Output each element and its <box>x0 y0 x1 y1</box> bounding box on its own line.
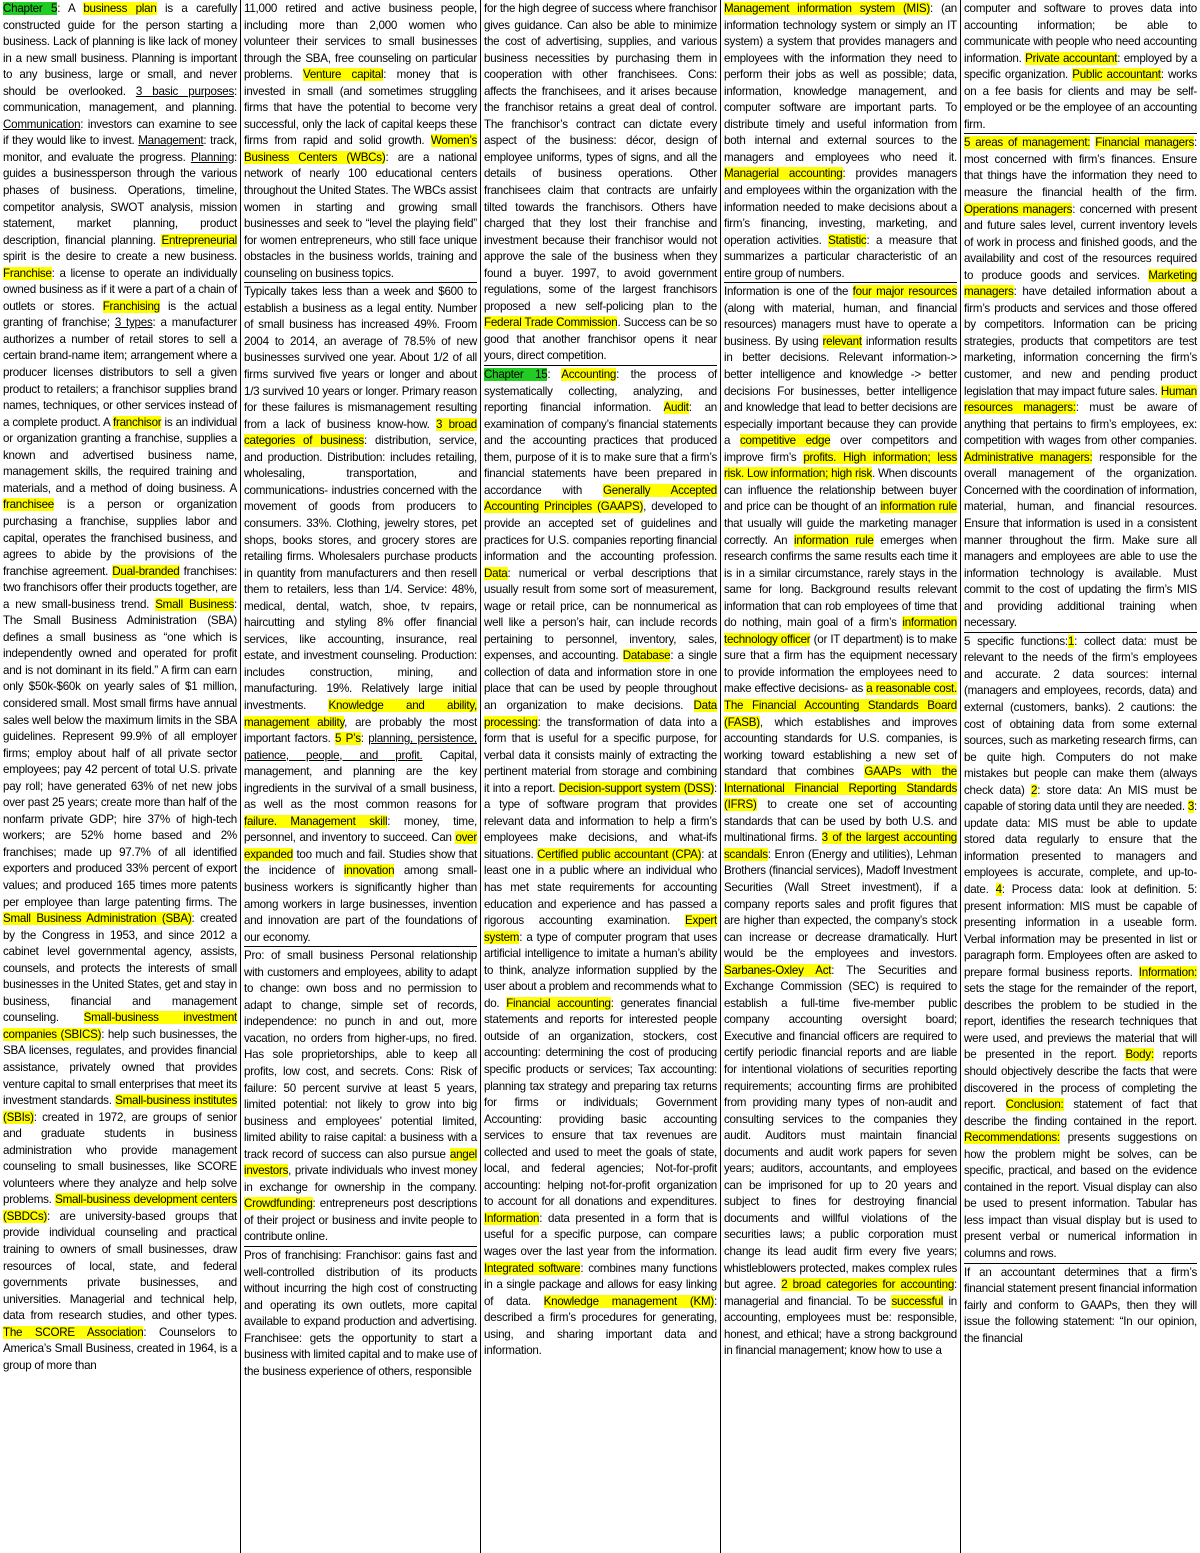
highlighted-term: successful <box>891 1294 944 1308</box>
highlighted-term: Information: <box>1138 965 1197 979</box>
underlined-text: Management <box>138 134 204 148</box>
note-text: : collect data: must be relevant to the needs of the firm’s employees and accurate. 2 data sources: internal (managers and employees, records, data) and external (customers, banks). 2 cautions: the cost of obtaining data from some external sources, such as marketing research firms, can be quite high. Computers do not make mistakes but people can make them (always check data) <box>964 634 1197 797</box>
note-text: : provides managers and employees within the organization with the information needed to make decisions about a firm’s financing, investing, marketing, and operation activities. <box>724 167 957 247</box>
highlighted-term: Small Business Administration (SBA) <box>3 912 192 926</box>
note-text: : money that is invested in small (and sometimes struggling firms that have the potential to become very successful, only the lack of capital keeps these firms from rapid and solid growth. <box>244 68 477 148</box>
highlighted-term: Database <box>622 649 671 663</box>
highlighted-term: Small Business <box>155 597 235 611</box>
highlighted-term: Data <box>484 566 508 580</box>
note-text: : a measure that summarizes a particular characteristic of an entire group of numbers. <box>724 233 958 280</box>
note-block <box>724 282 957 1360</box>
note-text: : employed by a specific organization. <box>964 51 1197 82</box>
underlined-text: Planning <box>190 150 235 164</box>
notes-column-4 <box>720 0 960 1553</box>
note-block <box>484 1 717 365</box>
note-text: : Counselors to America’s Small Business, created in 1964, is a group of more than <box>3 1325 237 1372</box>
highlighted-term: Crowdfunding <box>244 1197 313 1211</box>
highlighted-term: Venture capital <box>302 68 384 82</box>
note-text: : managerial and financial. To be <box>724 1278 957 1308</box>
note-text: presents suggestions on how the problem might be solves, can be specific, practical, and based on the evidence contained in the report. Visual display can also be used to present information. Tabular has less impact than visual display but is used to present verbal or numerical information in columns and rows. <box>964 1131 1197 1261</box>
note-block <box>964 632 1197 1263</box>
note-text: . When discounts can influence the relationship between buyer and price can be thought of an <box>724 467 957 514</box>
note-text: : (an information technology system or simply an IT system) a system that provides managers and employees with the information they need to perform their jobs as well as possible; data, information, knowledge management, and computer software are important parts. To distribute timely and useful information from both internal and external sources to the managers and employees who need it. <box>724 2 957 164</box>
note-text: (or IT department) is to make sure that a firm has the equipment necessary to provide information the employees need to make effective decisions- as <box>724 632 957 696</box>
note-text: : a single collection of data and information store in one place that can be used by people throughout an organization to make decisions. <box>484 649 717 712</box>
note-text: : a license to operate an individually owned business as if it were a part of a chain of outlets or stores. <box>3 266 237 313</box>
note-text: information results in better decisions. Relevant information-> better intelligence and knowledge -> better decisions For businesses, better intelligence and knowledge that lead to better decisions are especially important because they can provide a <box>724 334 958 448</box>
highlighted-term: angel investors <box>244 1147 477 1178</box>
note-text: sets the stage for the remainder of the report, describes the problem to be studied in the report, identifies the research techniques that were used, and previews the material that will be presented in the report. <box>964 982 1197 1062</box>
highlighted-term: Management information system (MIS) <box>724 2 931 15</box>
highlighted-term: Information <box>484 1211 540 1225</box>
highlighted-term: Expert system <box>484 914 717 944</box>
highlighted-term: Recommendations: <box>964 1131 1060 1145</box>
highlighted-term: Dual-branded <box>112 564 180 578</box>
highlighted-term: innovation <box>343 864 395 878</box>
note-text: 5 specific functions: <box>964 634 1068 648</box>
highlighted-term: GAAPs with the International Financial Reporting Standards (IFRS) <box>724 765 957 812</box>
highlighted-term: Women’s Business Centers (WBCs) <box>244 134 477 164</box>
note-text: : entrepreneurs post descriptions of their project or business and invite people to contribute online. <box>244 1197 477 1244</box>
note-text: , developed to provide an accepted set of guidelines and practices for U.S. companies reporting financial information and the accounting profession. <box>484 500 717 564</box>
highlighted-term: Financial managers <box>1095 136 1195 150</box>
note-text: Pros of franchising: Franchisor: gains fast and well-controlled distribution of its products without incurring the high cost of constructing and operating its own outlets, more capital available to expand production and advertising. Franchisee: gets the opportunity to start a business with limited capital and to make use of the business experience of others, responsible <box>244 1249 477 1378</box>
underlined-text: 3 types <box>114 316 153 330</box>
note-text: : at least one in a public where an individual who has met state requirements for accounting education and experience and has passed a rigorous accounting examination. <box>484 847 717 928</box>
note-text: Pro: of small business Personal relationship with customers and employees, ability to adapt to change: own boss and no permission to adapt to change, simple set of records, independence: no punch in and out, more vacation, no orders from higher-ups, no fired. Has sole proprietorships, able to keep all profits, low cost, and secrets. Cons: Risk of failure: 50 percent survive at least 5 years, limited potential: not likely to grow into big business and employees’ potential limited, limited ability to raise capital: a business with a track record of success can also pursue <box>244 949 477 1161</box>
note-text: : the transformation of data into a form that is useful for a specific purpose, for verbal data it consists mainly of extracting the pertinent material from storage and combining it into a report. <box>484 715 717 795</box>
highlighted-term: a reasonable cost. The Financial Accounting Standards Board (FASB) <box>724 682 957 729</box>
highlighted-term: Franchising <box>102 299 160 313</box>
note-text: : <box>360 732 369 746</box>
highlighted-term: competitive edge <box>739 434 831 448</box>
note-text: (along with material, human, and financial resources) managers must have to operate a business. By using <box>724 301 957 348</box>
highlighted-term: Federal Trade Commission <box>484 316 618 330</box>
note-text: : works on a fee basis for clients and may be self-employed or be the employee of an accounting firm. <box>964 68 1197 131</box>
note-block <box>244 282 477 946</box>
note-text: is a person or organization purchasing a franchise, supplies labor and capital, operates the franchised business, and agrees to abide by the provisions of the franchise agreement. <box>3 498 237 578</box>
highlighted-term: Small-business development centers (SBDCs) <box>3 1193 237 1223</box>
highlighted-term: Sarbanes-Oxley Act <box>724 963 832 977</box>
note-text: responsible for the overall management of the organization. Concerned with the coordination of information, material, human, and financial resources. Ensure that information is used in a consistent manner throughout the firm. Make sure all managers and employees are able to use the information technology is available. Must commit to the cost of updating the firm’s MIS and providing additional training when necessary. <box>964 450 1197 630</box>
note-text: : store data: An MIS must be capable of storing data until they are needed. <box>964 783 1198 814</box>
note-text: : update data: MIS must be able to update stored data regularly to ensure that the information presented to managers and employees is accurate, complete, and up-to-date. <box>964 800 1197 896</box>
note-text: too much and fail. Studies show that the incidence of <box>244 847 477 878</box>
note-text: : concerned with present and future sales level, current inventory levels of work in process and finished goods, and the availability and cost of the resources required to produce goods and services. <box>964 202 1197 282</box>
note-text: is an individual or organization granting a franchise, supplies a known and advertised business name, management skills, the required training and materials, and a method of doing business. A <box>3 415 237 495</box>
highlighted-term: Chapter 15 <box>484 368 548 382</box>
note-text: : generates financial statements and reports for interested people outside of an organization, stockers, cost accounting: determining the cost of producing specific products or services; Tax accounting: planning tax strategy and preparing tax returns for firms or individuals; Government Accounting: providing basic accounting services to ensure that tax revenues are collected and used to meet the goals of state, local, and federal agencies; Not-for-profit accounting: helping not-for-profit organization to account for all donations and expenditures. <box>484 996 717 1209</box>
note-text: : track, monitor, and evaluate the progress. <box>3 134 237 164</box>
highlighted-term: Integrated software <box>484 1261 581 1275</box>
highlighted-term: Body: <box>1125 1048 1154 1062</box>
note-text: Information is one of the <box>724 285 853 299</box>
note-text: Capital, management, and planning are the key ingredients in the survival of a small business, as well as the most common reasons for <box>244 748 477 812</box>
highlighted-term: Knowledge management (KM) <box>543 1294 715 1308</box>
notes-column-5 <box>960 0 1200 1553</box>
highlighted-term: Franchise <box>3 266 52 280</box>
underlined-text: 3 basic purposes <box>135 84 234 98</box>
note-text: : communication, management, and planning. <box>3 84 237 115</box>
note-text: : created by the Congress in 1953, and since 2012 a cabinet level governmental agency, assists, counsels, and protects the interests of small businesses in the United States, get and stay in business, financial and management counseling. <box>3 912 237 1025</box>
note-text: for the high degree of success where franchisor gives guidance. Can also be able to minimize the cost of advertising, supplies, and various business necessities by purchasing them in cooperation with other franchisees. Cons: affects the franchisees, and it arises because the franchisor retains a great deal of control. The franchisor’s contract can dictate every aspect of the business: décor, design of employee uniforms, types of signs, and all the details of business operations. Other franchisees claim that contracts are unfairly tilted towards the franchisors. Others have charged that they lost their franchise and investment because their franchisor would not approve the sale of the business when they found a buyer. 1997, to avoid government regulations, some of the largest franchisors proposed a new self-policing plan to the <box>484 2 717 313</box>
notes-column-3 <box>480 0 720 1553</box>
highlighted-term: information rule <box>880 500 957 514</box>
note-text: that usually will guide the marketing manager correctly. An <box>724 516 957 547</box>
note-text: : a type of computer program that uses artificial intelligence to imitate a human’s ability to think, analyze information supplied by the user about a problem and recommends what to do. <box>484 930 717 1010</box>
note-text: , are probably the most important factors. <box>244 715 477 746</box>
note-text: computer and software to proves data into accounting information; be able to communicate with people who need accounting information. <box>964 2 1197 65</box>
highlighted-term: Operations managers <box>964 202 1073 216</box>
note-text: franchises: two franchisors offer their products together, are a new small-business trend. <box>3 564 237 611</box>
notes-column-1 <box>0 0 240 1553</box>
highlighted-term: Public accountant <box>1072 68 1161 82</box>
note-text: is a carefully constructed guide for the person starting a business. Lack of planning is like lack of money in a new small business. Planning is important to any business, large or small, and never should be overlooked. <box>3 2 237 98</box>
highlighted-term: 2 broad categories for accounting <box>781 1278 955 1292</box>
note-text: : have detailed information about a firm’s products and services and those offered by competitors. Information can be pricing strategies, products that competitors are test marketing, information concerning the firm’s customer, and new and pending product legislation that may impact future sales. <box>964 285 1197 398</box>
note-text: : The Small Business Administration (SBA) defines a small business as “one which is independently owned and operated for profit and is not dominant in its field.” A firm can earn only $50k-$60k on yearly sales of $1 million, considered small. Most small firms have annual sales well below the maximum limits in the SBA guidelines. Represent 99.9% of all employer firms; employ about half of all private sector employees; pay 42 percent of total U.S. private pay roll; have generated 63% of net new jobs over past 25 years; create more than half of the nonfarm private GDP; hire 37% of high-tech workers; are 52% home based and 2% franchises; made up 97.7% of all identified exporters and produced 33% percent of export values; and produced 165 times more patents per employee than large patenting firms. The <box>3 597 237 909</box>
highlighted-term: Marketing managers <box>964 268 1197 299</box>
highlighted-term: four major resources <box>852 285 957 299</box>
note-text: to create one set of accounting standards that can be used by both U.S. and multinational firms. <box>724 798 957 845</box>
note-block <box>964 1 1197 133</box>
note-text: : <box>547 368 562 382</box>
note-text: : Enron (Energy and utilities), Lehman Brothers (financial services), Madoff Investment Securities (Wall Street investment), if a company reports sales and profit figures that are higher than expected, the company’s stock can increase or decrease dramatically. Hurt would be the employees and investors. <box>724 847 957 961</box>
highlighted-term: Entrepreneurial <box>161 233 237 247</box>
highlighted-term: Data processing <box>484 698 717 729</box>
note-text: is the actual granting of franchise; <box>3 299 237 330</box>
highlighted-term: 3 broad categories of business <box>244 417 477 448</box>
note-text: : must be aware of anything that pertains to firm’s employees, ex: competition with wages from other companies. <box>964 401 1197 448</box>
highlighted-term: 5 P’s <box>334 732 361 746</box>
highlighted-term: 3 <box>1187 800 1195 814</box>
note-text: , which establishes and improves accounting standards for U.S. companies, is working toward establishing a new set of standard that combines <box>724 715 957 779</box>
note-text: emerges when research confirms the same results each time it is in a similar circumstance, rarely stays in the same for long. Background results relevant information that can rob employees of time that do nothing, main goal of a firm’s <box>724 533 958 630</box>
note-text: If an accountant determines that a firm’s financial statement present financial information fairly and conform to GAAPs, then they will issue the following statement: “In our opinion, the financial <box>964 1265 1197 1345</box>
note-text: : the process of systematically collecting, analyzing, and reporting financial information. <box>484 368 717 415</box>
highlighted-term: information technology officer <box>724 616 957 646</box>
note-text: 11,000 retired and active business people, including more than 2,000 women who volunteer their services to small businesses through the SBA, free counseling on particular problems. <box>244 2 477 82</box>
highlighted-term: Human resources managers: <box>964 384 1197 415</box>
highlighted-term: Certified public accountant (CPA) <box>537 847 702 861</box>
highlighted-term: Managerial accounting <box>724 167 843 181</box>
note-text: : described a firm’s procedures for generating, using, and sharing important data and information. <box>484 1294 717 1358</box>
highlighted-term: 4 <box>995 882 1002 896</box>
note-text: : most concerned with firm’s finances. Ensure that things have the information they need to measure the financial health of the firm. <box>964 136 1197 200</box>
highlighted-term: The SCORE Association <box>3 1325 144 1339</box>
note-text: statement of fact that describe the finding contained in the report. <box>964 1098 1197 1128</box>
highlighted-term: franchisor <box>112 415 162 429</box>
note-block <box>724 1 957 282</box>
note-text: : a manufacturer authorizes a number of retail stores to sell a certain brand-name item; arrangement where a producer licenses distributors to sell a given product to retailers; a franchisor supplies brand names, techniques, or other services instead of a complete product. A <box>3 316 237 429</box>
note-text: : are a national network of nearly 100 educational centers throughout the United States. The WBCs assist women in starting and growing small businesses and seek to “level the playing field” for women entrepreneurs, who still face unique obstacles in the business worlds, training and counseling on business topics. <box>244 150 478 280</box>
highlighted-term: Small-business investment companies (SBICS) <box>3 1011 237 1041</box>
note-text: , private individuals who invest money in exchange for ownership in the company. <box>244 1164 477 1194</box>
note-block <box>964 1263 1197 1348</box>
highlighted-term: relevant <box>822 334 862 348</box>
note-text: : investors can examine to see if they would like to invest. <box>3 117 237 148</box>
highlighted-term: Private accountant <box>1025 51 1118 65</box>
note-text: : an examination of company’s financial statements and the accounting practices that produced them, purpose of it is to make sure that a firm’s financial statements have been prepared in accordance with <box>484 401 717 497</box>
note-block <box>484 365 717 1360</box>
highlighted-term: Accounting <box>561 368 617 382</box>
note-text: : help such businesses, the SBA licenses, regulates, and provides financial assistance, privately owned that provides venture capital to small enterprises that meet its investment standards. <box>3 1027 237 1108</box>
note-text: . Success can be so good that another franchisor opens it near yours, direct competition. <box>484 316 717 363</box>
highlighted-term: Statistic <box>828 233 867 247</box>
note-text: : combines many functions in a single package and allows for easy linking of data. <box>484 1261 717 1308</box>
note-text: reports should objectively describe the facts that were discovered in the process of completing the report. <box>964 1048 1197 1112</box>
highlighted-term: 5 areas of management: <box>964 136 1091 150</box>
highlighted-term: 3 of the largest accounting scandals <box>724 831 957 861</box>
highlighted-term: Small-business institutes (SBIs) <box>3 1094 237 1124</box>
note-text: : created in 1972, are groups of senior and graduate students in business administration who provide management counseling to small businesses, like SCORE volunteers where they analyze and help solve problems. <box>3 1110 237 1207</box>
note-text: : distribution, service, and production. Distribution: includes retailing, wholesaling, transportation, and communications- industries concerned with the movement of goods from producers to consumers. 33%. Clothing, jewelry stores, pet shops, books stores, and grocery stores are retailing firms. Wholesalers purchase products in quantity from manufacturers and then resell them to retailers, less than 1/4. Service: 48%, medical, dental, watch, shoe, tv repairs, haircutting and styling 8% offer financial services, like accounting, insurance, real estate, and investment counseling. Production: includes construction, mining, and manufacturing. 19%. Relatively large initial investments. <box>244 434 477 712</box>
underlined-text: planning, persistence, patience, people, and profit. <box>244 732 477 762</box>
highlighted-term: Audit <box>663 401 689 415</box>
highlighted-term: Knowledge and ability, management ability <box>244 698 477 729</box>
note-block <box>3 1 237 1374</box>
highlighted-term: franchisee <box>3 498 54 512</box>
highlighted-term: 2 <box>1031 783 1038 797</box>
note-text: : money, time, personnel, and inventory to succeed. Can <box>244 814 477 845</box>
note-text: in accounting, employees must be: responsible, honest, and ethical; have a strong background in financial management; know how to use a <box>724 1294 957 1358</box>
highlighted-term: 1 <box>1067 634 1075 648</box>
note-block <box>244 946 477 1246</box>
highlighted-term: Decision-support system (DSS) <box>558 781 715 795</box>
note-text: spirit is the desire to create a new business. <box>3 250 237 264</box>
highlighted-term: Financial accounting <box>506 996 611 1010</box>
note-text: : Process data: look at definition. 5: present information: MIS must be capable of presenting information in a useable form. Verbal information may be presented in list or paragraph form. Employees often are asked to prepare formal business reports. <box>964 882 1197 979</box>
note-text: : numerical or verbal descriptions that usually result from some sort of measurement, wage or retail price, can be nonnumerical as well like a person’s hair, can include records pertaining to personnel, inventory, sales, expenses, and accounting. <box>484 566 717 663</box>
note-text: : The Securities and Exchange Commission (SEC) is required to establish a full-time five-member public company accounting oversight board; Executive and financial officers are required to certify periodic financial reports and are liable for intentional violations of securities reporting requirements; accounting firms are prohibited from providing many types of non-audit and consulting services to the companies they audit. Auditors must maintain financial documents and audit work papers for seven years; auditors, accountants, and employees can be imprisoned for up to 20 years and subject to fines for destroying financial documents and willful violations of the securities laws; a public corporation must change its lead audit firm every five years; whistleblowers protected, makes complex rules but agree. <box>724 963 957 1292</box>
highlighted-term: Generally Accepted Accounting Principles (GAAPS) <box>484 483 717 514</box>
note-text: over competitors and improve firm’s <box>724 434 958 464</box>
note-text: : A <box>57 2 84 15</box>
note-text: : guides a businessperson through the various phases of business. Operations, timeline, competitor analysis, SWOT analysis, mission statement, market planning, product description, financial planning. <box>3 150 237 247</box>
highlighted-term: Administrative managers: <box>964 450 1093 464</box>
note-block <box>244 1246 477 1380</box>
highlighted-term: profits. High information; less risk. Low information; high risk <box>724 450 957 481</box>
highlighted-term: Conclusion: <box>1005 1098 1064 1112</box>
highlighted-term: over expanded <box>244 831 477 861</box>
note-text: : are university-based groups that provide individual counseling and practical training to owners of small businesses, draw resources of local, state, and federal governments private businesses, and universities. Managerial and technical help, data from research studies, and other types. <box>3 1209 237 1323</box>
note-block <box>964 133 1197 631</box>
highlighted-term: business plan <box>83 2 157 15</box>
note-block <box>244 1 477 282</box>
highlighted-term: failure. Management skill <box>244 814 388 828</box>
highlighted-term: information rule <box>794 533 874 547</box>
note-text: : data presented in a form that is useful for a specific purpose, can compare wages over the last year from the information. <box>484 1211 717 1259</box>
underlined-text: Communication <box>3 117 81 131</box>
highlighted-term: Chapter 5 <box>3 2 58 15</box>
note-text: Typically takes less than a week and $600 to establish a business as a legal entity. Number of small business has increased 49%. Froom 2004 to 2014, an average of 78.5% of new businesses survived one year. About 1/2 of all firms survived five years or longer and about 1/3 survived 10 years or longer. Primary reason for these failures is mismanagement resulting from a lack of business know-how. <box>244 285 477 431</box>
note-text: : a type of software program that provides relevant data and information to help a firm’s employees make decisions, and what-ifs situations. <box>484 781 717 861</box>
notes-column-2 <box>240 0 480 1553</box>
note-text: among small-business workers is significantly higher than among workers in large businesses, invention and innovation are part of the foundations of our economy. <box>244 864 477 944</box>
